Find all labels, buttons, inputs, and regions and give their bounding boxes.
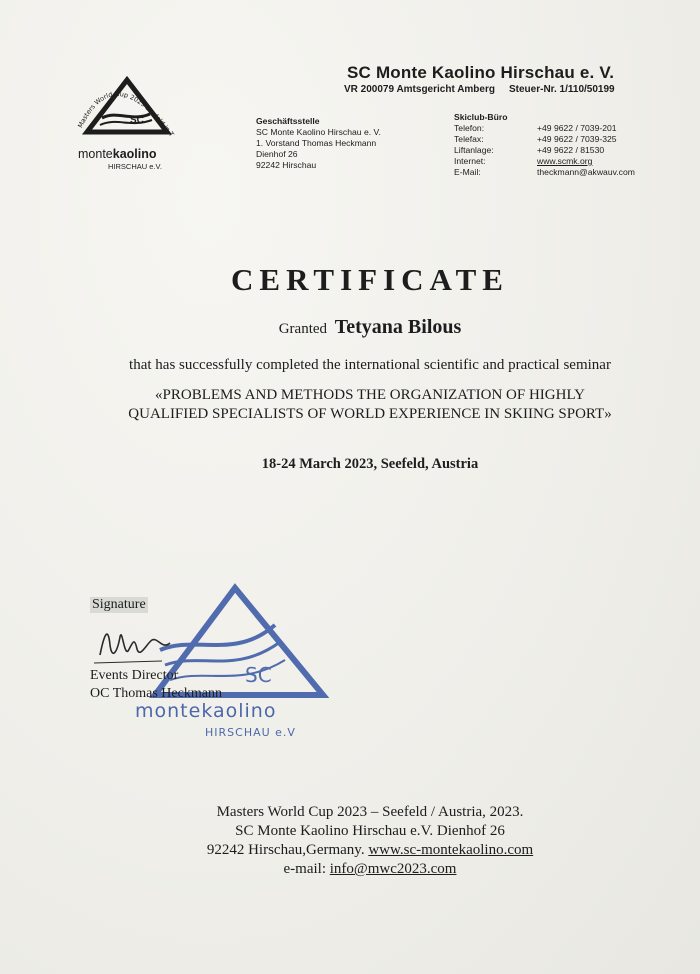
contact-label: Telefax: [454,134,484,144]
tax-number: Steuer-Nr. 1/110/50199 [508,84,615,95]
phone-value: +49 9622 / 7039-201 [537,123,617,133]
logo-brand [78,147,157,161]
stamp-city: HIRSCHAU e.V [205,726,296,739]
stamp-brand: montekaolino [135,700,277,722]
logo-arc-text: Masters World Cup 2023 Seefeld in T [76,89,176,139]
email-value[interactable]: theckmann@akwauv.com [537,167,635,177]
completion-statement: that has successfully completed the international scientific and practical seminar [129,357,611,373]
skiclub-contact-labels [454,112,507,178]
contact-label: Telefon: [454,123,485,133]
fax-value: +49 9622 / 7039-325 [537,134,617,144]
recipient-name: Tetyana Bilous [334,316,462,338]
certificate-title: CERTIFICATE [231,262,509,297]
signature-stroke [100,634,170,655]
club-name: SC Monte Kaolino Hirschau e. V. [347,63,615,82]
granted-line [0,316,700,339]
seminar-title-line: QUALIFIED SPECIALISTS OF WORLD EXPERIENCE IN SKIING SPORT» [128,406,612,422]
club-registry-line [344,84,629,95]
stamp-sc-text: SC [245,663,272,687]
skiclub-heading: Skiclub-Büro [454,112,508,122]
footer-city: 92242 Hirschau,Germany. [206,842,369,858]
footer-address [0,803,700,879]
signer-name: OC Thomas Heckmann [90,686,222,701]
footer-email-link[interactable]: info@mwc2023.com [329,861,457,877]
footer-city-line [0,841,700,860]
footer-event-line: Masters World Cup 2023 – Seefeld / Austria, 2023. [216,804,524,820]
granted-label: Granted [278,321,328,337]
lift-phone-value: +49 9622 / 81530 [537,145,605,155]
office-line: 92242 Hirschau [256,160,317,170]
registry-number: VR 200079 Amtsgericht Amberg [344,84,495,95]
office-line: SC Monte Kaolino Hirschau e. V. [256,127,381,137]
club-logo-mark [72,70,182,150]
signature-underline [94,661,162,663]
contact-label: Internet: [454,156,486,166]
office-line: 1. Vorstand Thomas Heckmann [256,138,377,148]
office-address [256,116,381,171]
skiclub-contact-values [537,123,635,178]
logo-sc-text: SC [130,115,144,126]
signer-role: Events Director [90,668,179,683]
logo-ski-track-2 [100,120,152,125]
footer-email-line [0,860,700,879]
contact-label: Liftanlage: [454,145,494,155]
logo-triangle [87,80,167,132]
footer-email-label: e-mail: [283,861,330,877]
office-heading: Geschäftsstelle [256,116,320,126]
seminar-title [0,386,700,424]
footer-club-line: SC Monte Kaolino Hirschau e.V. Dienhof 26 [235,823,505,839]
seminar-title-line: «PROBLEMS AND METHODS THE ORGANIZATION OF HIGHLY [155,387,585,403]
signature-label: Signature [92,597,146,612]
seminar-dates: 18-24 March 2023, Seefeld, Austria [261,456,479,472]
logo-brand-suffix: kaolino [112,147,157,161]
footer-website-link[interactable]: www.sc-montekaolino.com [368,842,534,858]
website-link[interactable]: www.scmk.org [537,156,593,166]
handwritten-signature [92,615,202,670]
logo-city: HIRSCHAU e.V. [108,162,162,171]
logo-brand-prefix: monte [78,147,113,161]
contact-label: E-Mail: [454,167,481,177]
office-line: Dienhof 26 [256,149,298,159]
